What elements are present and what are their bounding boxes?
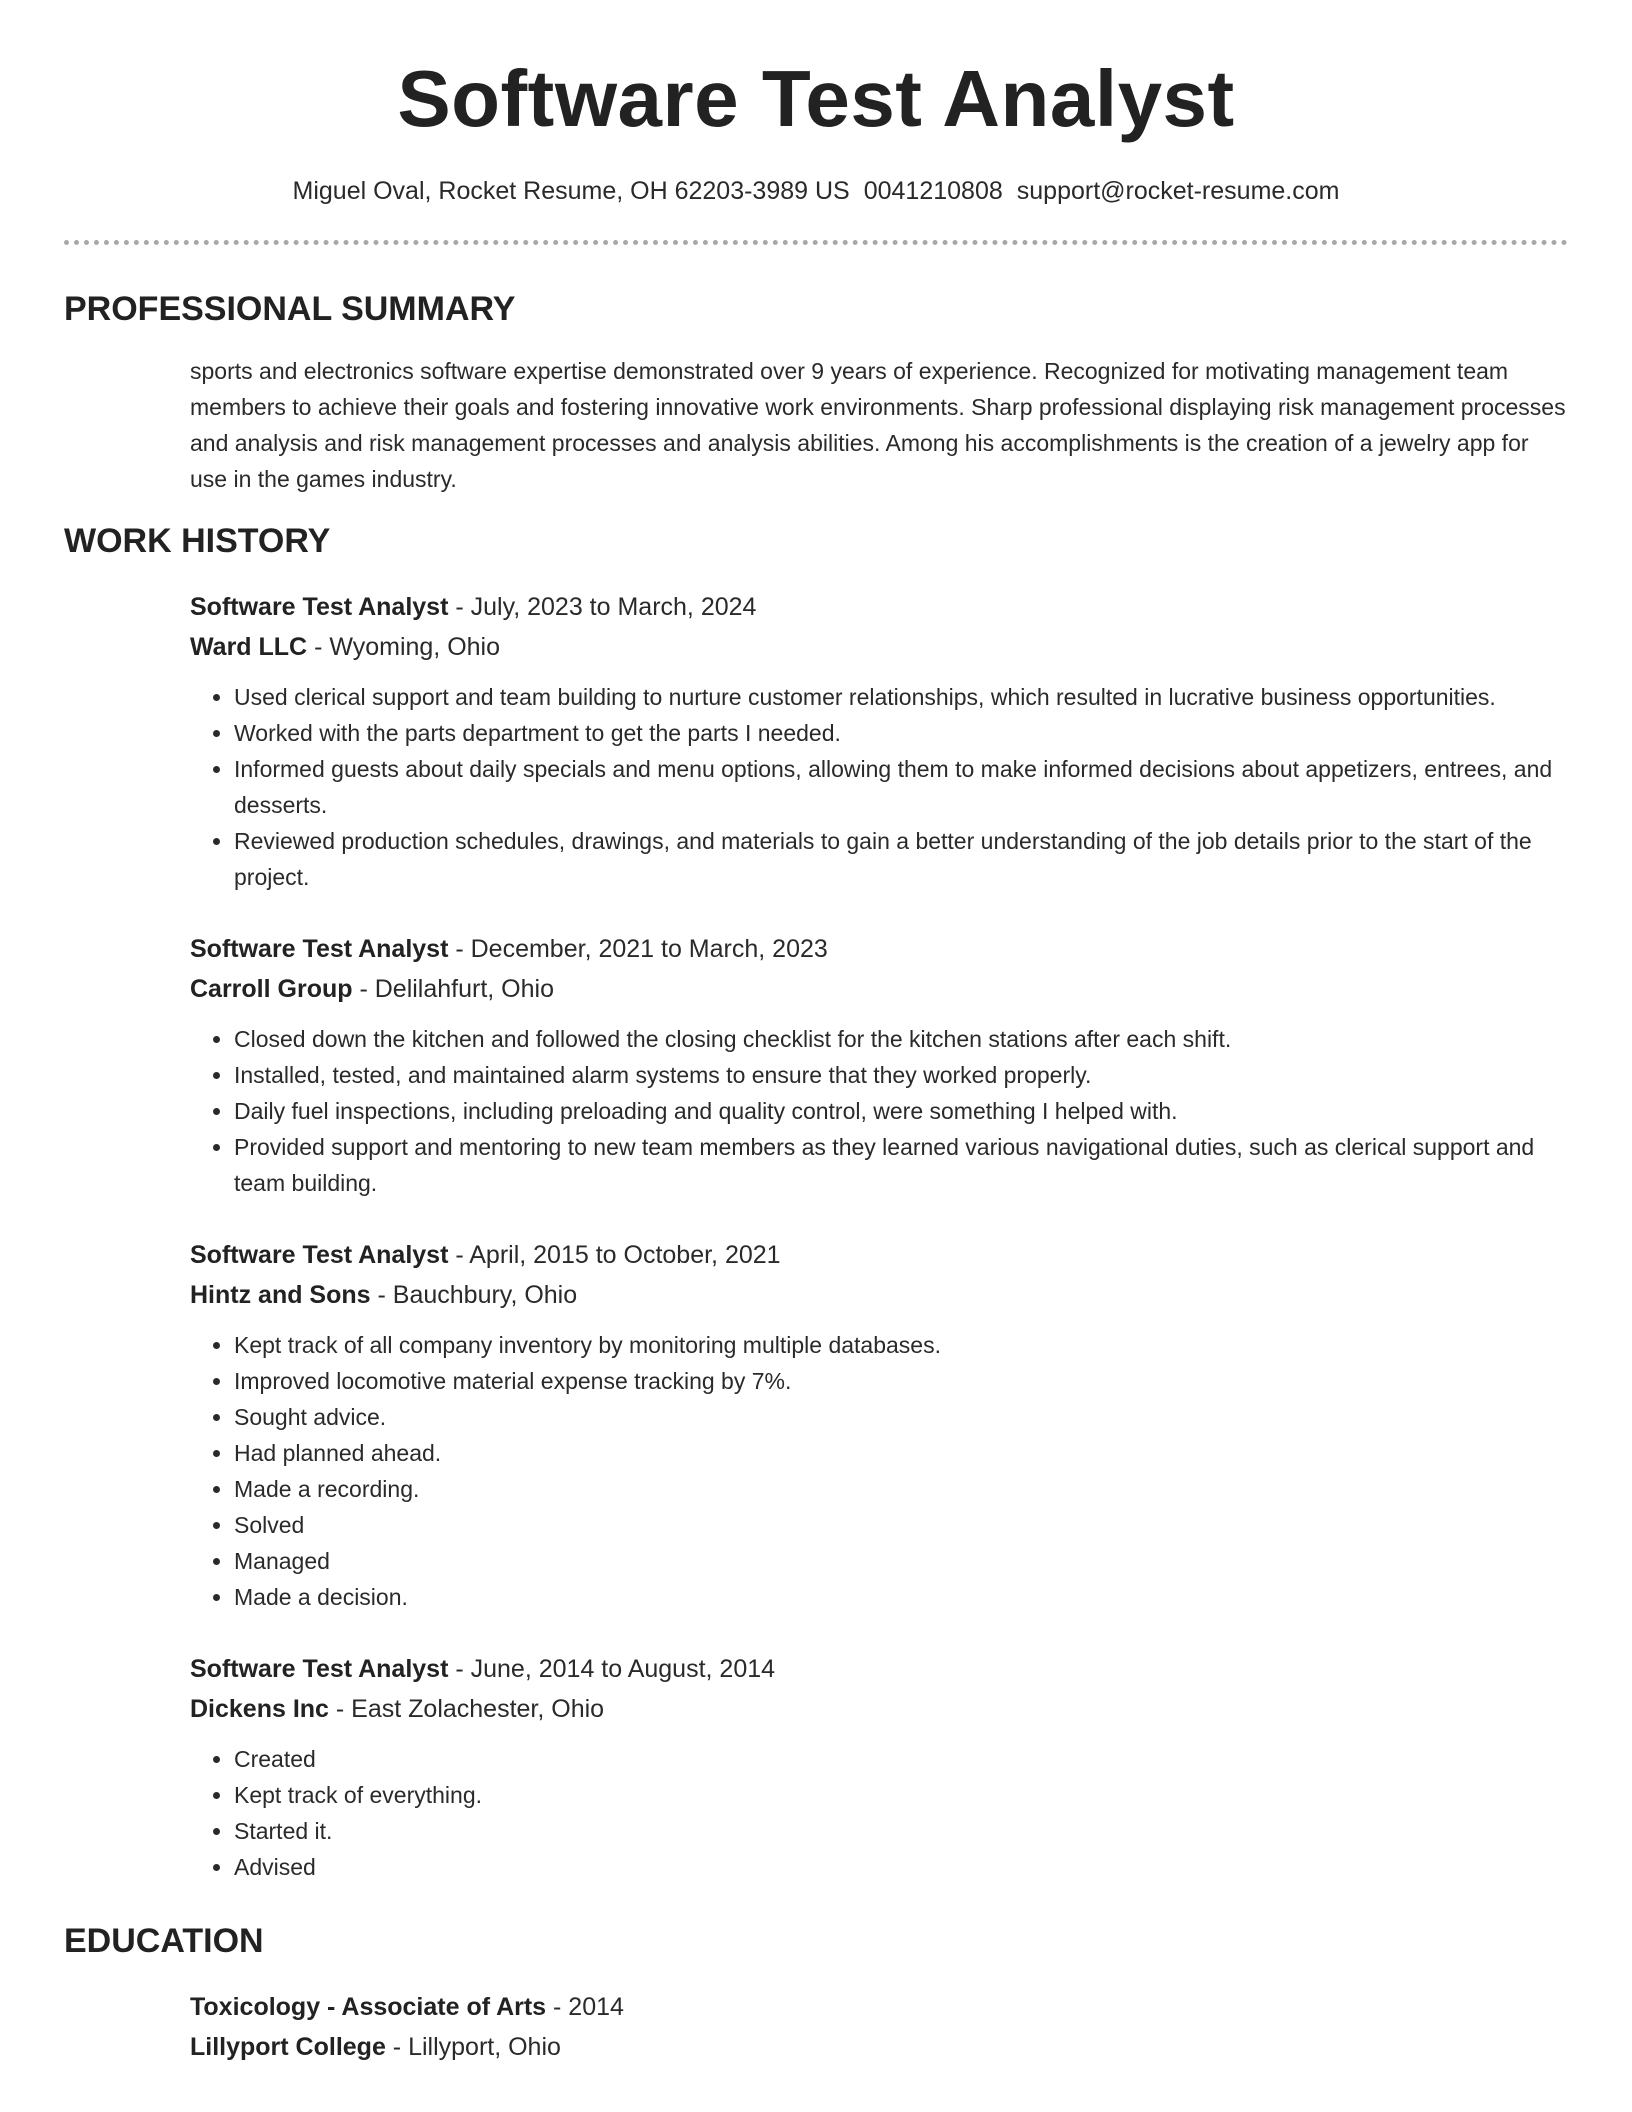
job-bullet: • Kept track of all company inventory by monitoring multiple databases. — [234, 1327, 1568, 1363]
job-company: Dickens Inc — [190, 1695, 329, 1723]
education-entry — [190, 1987, 1568, 2067]
job-bullet: • Made a decision. — [234, 1579, 1568, 1615]
job-location: - East Zolachester, Ohio — [328, 1695, 605, 1723]
job-bullet: • Sought advice. — [234, 1399, 1568, 1435]
job-dates: - July, 2023 to March, 2024 — [448, 593, 757, 621]
job-bullet: • Managed — [234, 1543, 1568, 1579]
job-dates: - December, 2021 to March, 2023 — [448, 935, 828, 963]
job-title-line — [190, 929, 1568, 969]
job-bullets — [190, 1741, 1568, 1885]
job-dates: - June, 2014 to August, 2014 — [448, 1655, 776, 1683]
job-bullets — [190, 679, 1568, 895]
job-company: Hintz and Sons — [190, 1281, 371, 1309]
job-bullet: • Provided support and mentoring to new team members as they learned various navigational duties, such as clerical support and team building. — [234, 1129, 1568, 1201]
job-bullet: • Installed, tested, and maintained alarm systems to ensure that they worked properly. — [234, 1057, 1568, 1093]
job-bullet: • Worked with the parts department to get the parts I needed. — [234, 715, 1568, 751]
education-degree-line — [190, 1987, 1568, 2027]
job-bullet: • Reviewed production schedules, drawings, and materials to gain a better understanding of the job details prior to the start of the project. — [234, 823, 1568, 895]
job-company-line — [190, 1275, 1568, 1315]
job-bullet: • Improved locomotive material expense tracking by 7%. — [234, 1363, 1568, 1399]
job-role: Software Test Analyst — [190, 1241, 449, 1269]
job-company-line — [190, 627, 1568, 667]
work-history-heading: WORK HISTORY — [64, 522, 331, 560]
education-location: - Lillyport, Ohio — [385, 2033, 561, 2061]
job-bullet: • Solved — [234, 1507, 1568, 1543]
job-location: - Wyoming, Ohio — [307, 633, 501, 661]
resume-page — [64, 0, 1568, 2067]
job-dates: - April, 2015 to October, 2021 — [448, 1241, 781, 1269]
job-title-line — [190, 1649, 1568, 1689]
job-bullets — [190, 1021, 1568, 1201]
job-bullet: • Created — [234, 1741, 1568, 1777]
job-entry — [190, 587, 1568, 895]
job-bullet: • Advised — [234, 1849, 1568, 1885]
job-location: - Bauchbury, Ohio — [370, 1281, 578, 1309]
job-bullet: • Closed down the kitchen and followed the closing checklist for the kitchen stations after each shift. — [234, 1021, 1568, 1057]
job-bullet: • Made a recording. — [234, 1471, 1568, 1507]
job-company-line — [190, 1689, 1568, 1729]
contact-phone: 0041210808 — [863, 177, 1003, 205]
job-title-line — [190, 1235, 1568, 1275]
job-role: Software Test Analyst — [190, 935, 449, 963]
job-bullet: • Informed guests about daily specials and menu options, allowing them to make informed decisions about appetizers, entrees, and desserts. — [234, 751, 1568, 823]
job-entry — [190, 1235, 1568, 1615]
job-role: Software Test Analyst — [190, 593, 449, 621]
header-divider — [64, 240, 1568, 245]
job-bullet: • Had planned ahead. — [234, 1435, 1568, 1471]
summary-heading: PROFESSIONAL SUMMARY — [64, 290, 516, 328]
contact-line — [64, 176, 1568, 206]
job-entry — [190, 1649, 1568, 1885]
job-bullet: • Started it. — [234, 1813, 1568, 1849]
job-bullet: • Kept track of everything. — [234, 1777, 1568, 1813]
education-heading: EDUCATION — [64, 1922, 264, 1960]
job-entry — [190, 929, 1568, 1201]
job-bullets — [190, 1327, 1568, 1615]
contact-address: Miguel Oval, Rocket Resume, OH 62203-3989 US — [292, 177, 850, 205]
education-school: Lillyport College — [190, 2033, 386, 2061]
education-year: - 2014 — [546, 1993, 624, 2021]
job-company-line — [190, 969, 1568, 1009]
summary-text: sports and electronics software expertise demonstrated over 9 years of experience. Recognized for motivating management team members to achieve their goals and fostering innovative work environments. Sharp professional displaying risk management processes and analysis and risk management processes and analysis abilities. Among his accomplishments is the creation of a jewelry app for use in the games industry. — [190, 358, 1566, 492]
job-company: Ward LLC — [190, 633, 308, 661]
resume-title: Software Test Analyst — [397, 54, 1235, 143]
job-company: Carroll Group — [190, 975, 353, 1003]
job-bullet: • Used clerical support and team building to nurture customer relationships, which resulted in lucrative business opportunities. — [234, 679, 1568, 715]
education-school-line — [190, 2027, 1568, 2067]
job-bullet: • Daily fuel inspections, including preloading and quality control, were something I helped with. — [234, 1093, 1568, 1129]
education-degree: Toxicology - Associate of Arts — [190, 1993, 547, 2021]
job-role: Software Test Analyst — [190, 1655, 449, 1683]
contact-email: support@rocket-resume.com — [1016, 177, 1340, 205]
job-title-line — [190, 587, 1568, 627]
job-location: - Delilahfurt, Ohio — [352, 975, 554, 1003]
